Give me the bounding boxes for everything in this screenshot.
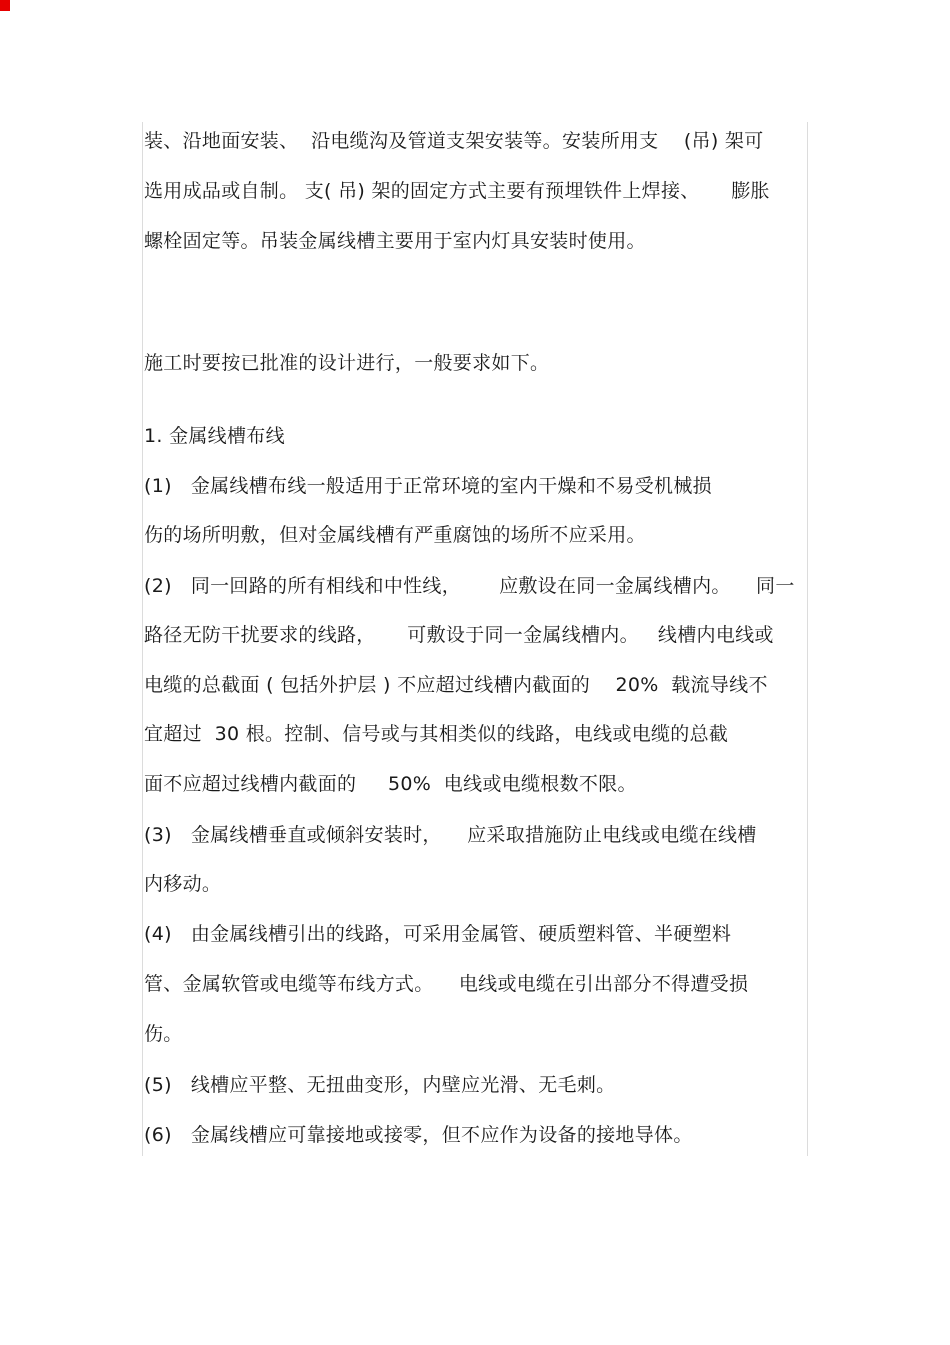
item-4-line-3: 伤。 — [144, 1023, 183, 1045]
item-3-line-1: (3) 金属线槽垂直或倾斜安装时， 应采取措施防止电线或电缆在线槽 — [144, 824, 757, 846]
item-2-line-1: (2) 同一回路的所有相线和中性线， 应敷设在同一金属线槽内。 同一 — [144, 575, 795, 597]
section-heading: 1. 金属线槽布线 — [144, 425, 285, 447]
intro-line-1: 装、沿地面安装、 沿电缆沟及管道支架安装等。安装所用支 (吊) 架可 — [144, 130, 764, 152]
item-4-line-1: (4) 由金属线槽引出的线路，可采用金属管、硬质塑料管、半硬塑料 — [144, 923, 732, 945]
item-3-line-2: 内移动。 — [144, 873, 222, 895]
page-corner-marker — [0, 0, 10, 11]
item-2-line-2: 路径无防干扰要求的线路， 可敷设于同一金属线槽内。 线槽内电线或 — [144, 624, 774, 646]
intro-line-3: 螺栓固定等。吊装金属线槽主要用于室内灯具安装时使用。 — [144, 230, 646, 252]
intro-line-2: 选用成品或自制。 支( 吊) 架的固定方式主要有预埋铁件上焊接、 膨胀 — [144, 180, 770, 202]
item-4-line-2: 管、金属软管或电缆等布线方式。 电线或电缆在引出部分不得遭受损 — [144, 973, 749, 995]
item-6-line-1: (6) 金属线槽应可靠接地或接零，但不应作为设备的接地导体。 — [144, 1124, 693, 1146]
item-5-line-1: (5) 线槽应平整、无扭曲变形，内壁应光滑、无毛刺。 — [144, 1074, 616, 1096]
item-1-line-2: 伤的场所明敷，但对金属线槽有严重腐蚀的场所不应采用。 — [144, 524, 646, 546]
requirements-intro: 施工时要按已批准的设计进行，一般要求如下。 — [144, 352, 550, 374]
item-2-line-5: 面不应超过线槽内截面的 50% 电线或电缆根数不限。 — [144, 773, 637, 795]
item-1-line-1: (1) 金属线槽布线一般适用于正常环境的室内干燥和不易受机械损 — [144, 475, 712, 497]
item-2-line-3: 电缆的总截面 ( 包括外护层 ) 不应超过线槽内截面的 20% 载流导线不 — [144, 674, 768, 696]
item-2-line-4: 宜超过 30 根。控制、信号或与其相类似的线路，电线或电缆的总截 — [144, 723, 729, 745]
